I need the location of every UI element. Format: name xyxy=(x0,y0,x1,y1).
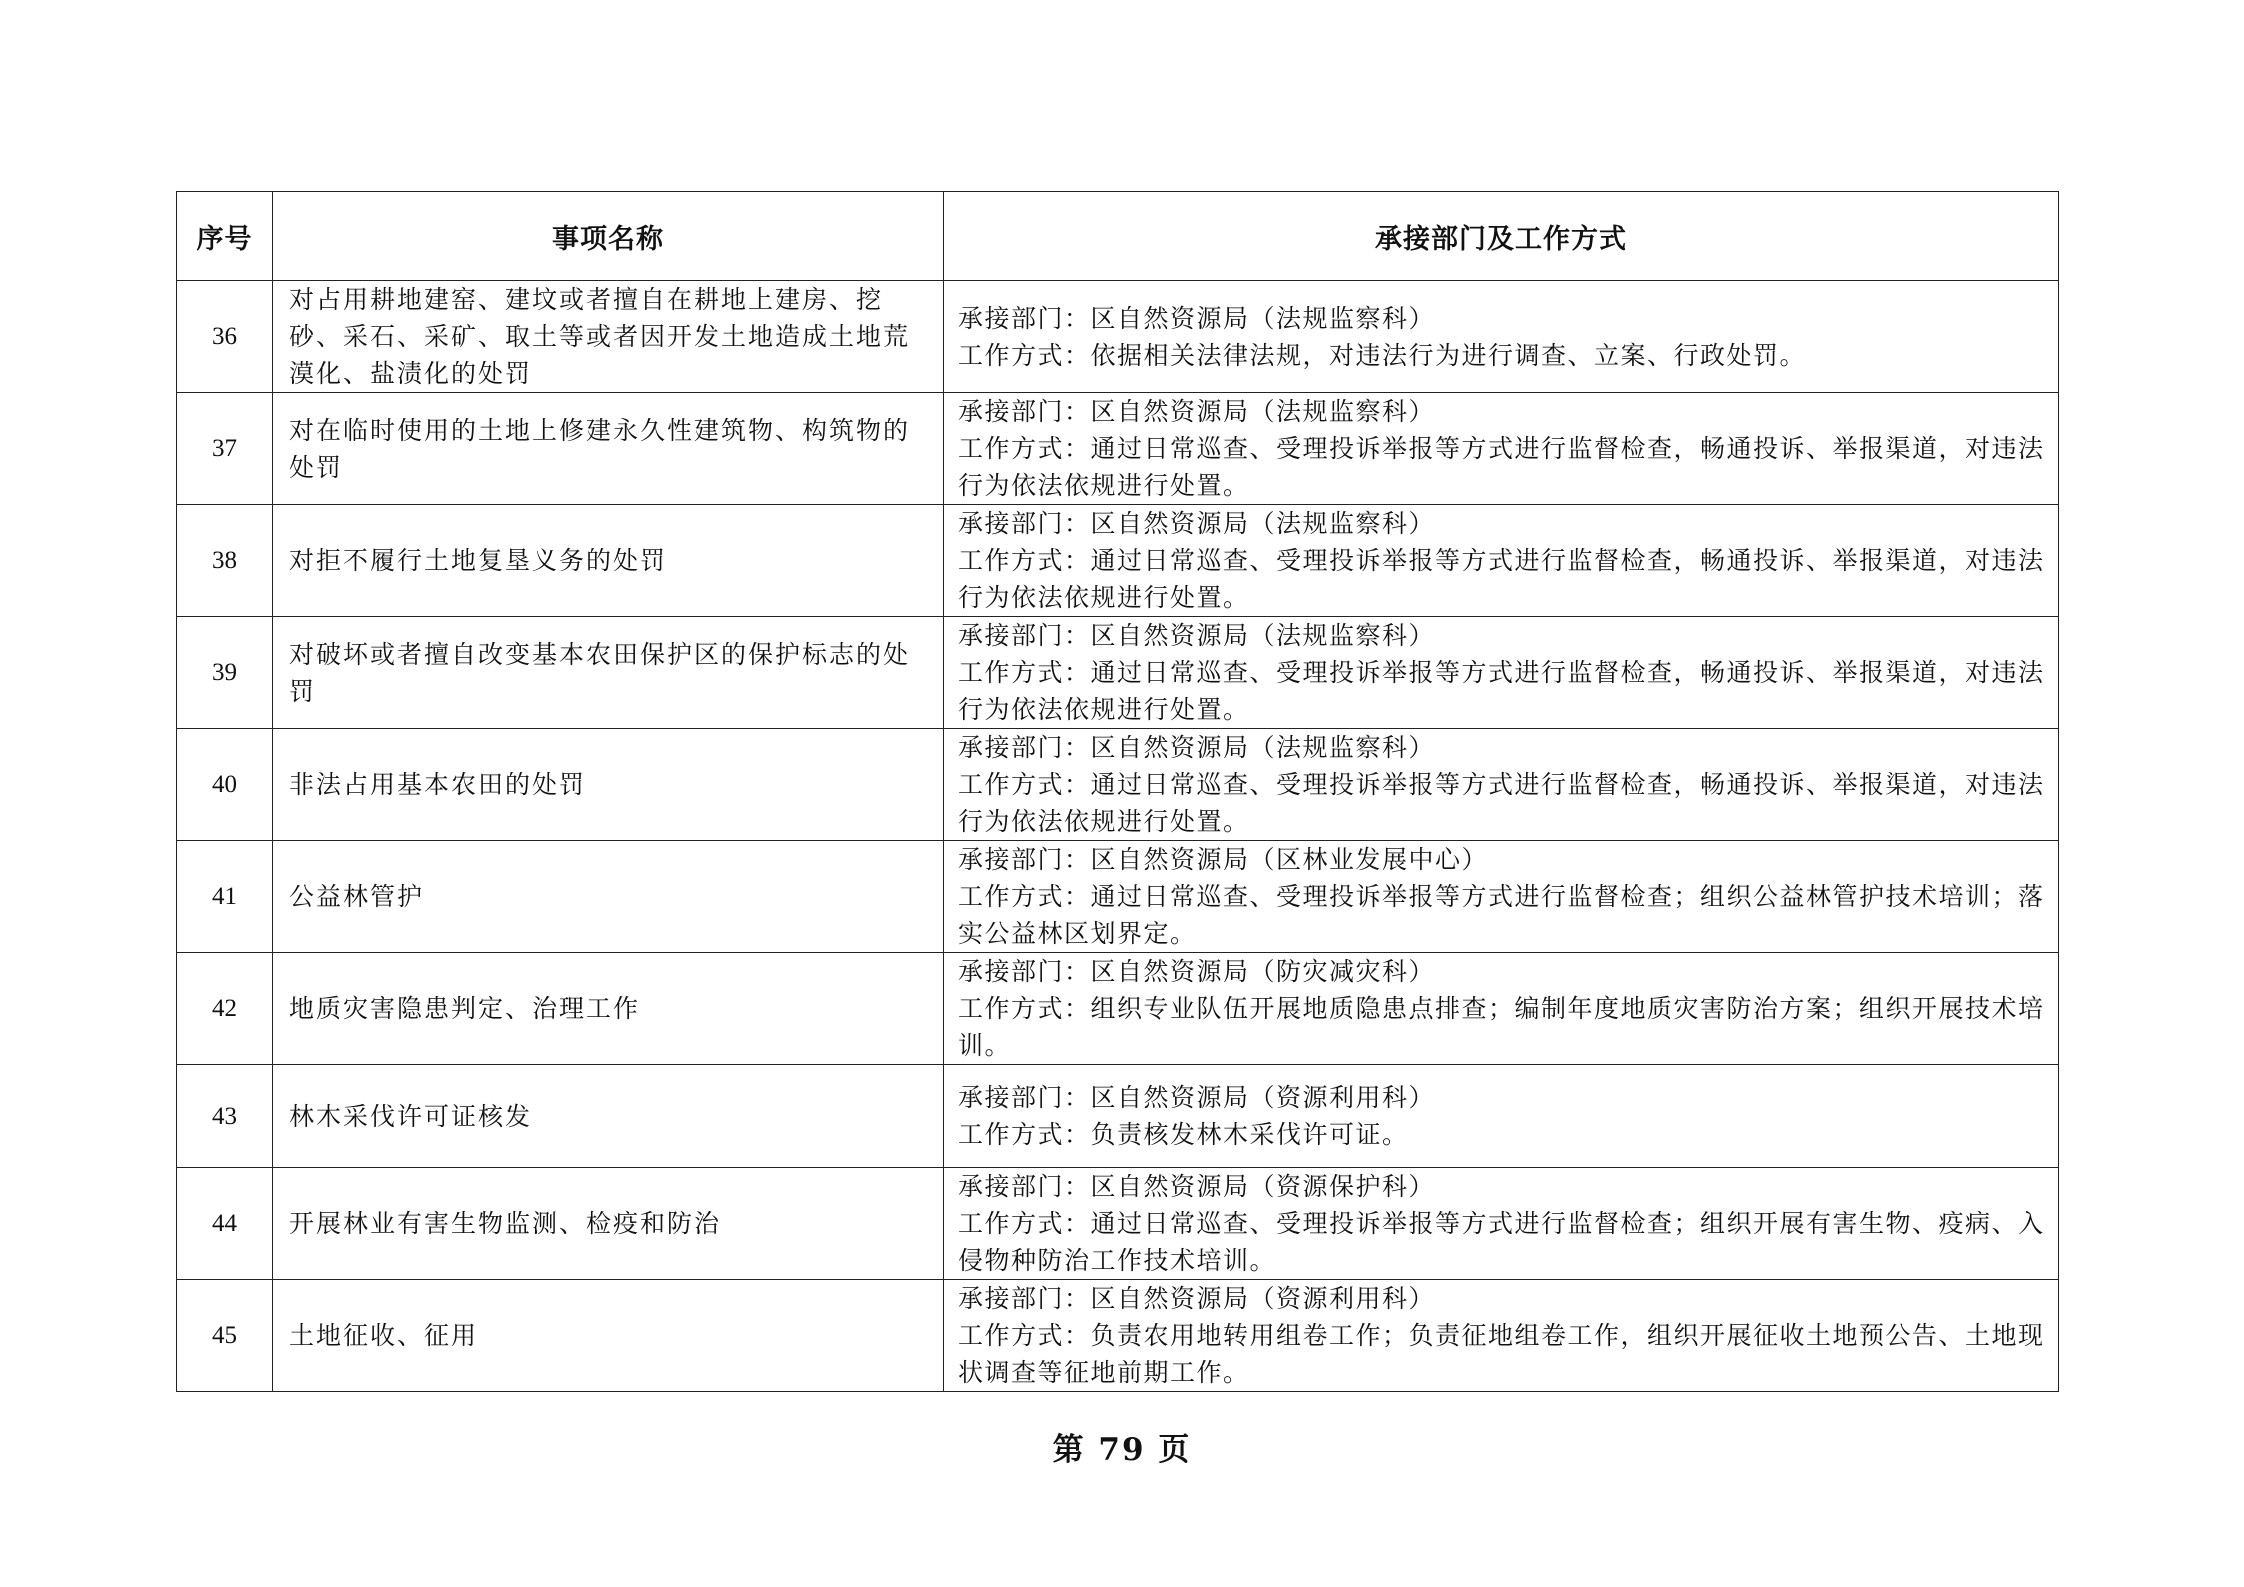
table-row xyxy=(177,1065,2059,1168)
row-item-name: 林木采伐许可证核发 xyxy=(273,1065,944,1168)
row-item-name: 开展林业有害生物监测、检疫和防治 xyxy=(273,1168,944,1280)
table-header-row xyxy=(177,192,2059,281)
method-line: 工作方式：通过日常巡查、受理投诉举报等方式进行监督检查；组织公益林管护技术培训；落实公益林区划界定。 xyxy=(958,882,2045,948)
row-seq: 45 xyxy=(177,1280,273,1392)
row-seq: 39 xyxy=(177,617,273,729)
method-line: 工作方式：通过日常巡查、受理投诉举报等方式进行监督检查，畅通投诉、举报渠道，对违法行为依法依规进行处置。 xyxy=(958,434,2045,500)
row-seq: 37 xyxy=(177,393,273,505)
row-dept-method xyxy=(944,393,2059,505)
dept-line: 承接部门：区自然资源局（资源利用科） xyxy=(958,1284,1436,1313)
method-line: 工作方式：通过日常巡查、受理投诉举报等方式进行监督检查，畅通投诉、举报渠道，对违法行为依法依规进行处置。 xyxy=(958,658,2045,724)
dept-line: 承接部门：区自然资源局（法规监察科） xyxy=(958,397,1436,426)
dept-line: 承接部门：区自然资源局（资源保护科） xyxy=(958,1172,1436,1201)
row-dept-method xyxy=(944,841,2059,953)
row-dept-method xyxy=(944,1168,2059,1280)
dept-line: 承接部门：区自然资源局（资源利用科） xyxy=(958,1083,1436,1112)
table-body xyxy=(177,281,2059,1392)
row-item-name: 对占用耕地建窑、建坟或者擅自在耕地上建房、挖砂、采石、采矿、取土等或者因开发土地造成土地荒漠化、盐渍化的处罚 xyxy=(273,281,944,393)
table-row xyxy=(177,841,2059,953)
table-row xyxy=(177,281,2059,393)
table-row xyxy=(177,1280,2059,1392)
method-line: 工作方式：依据相关法律法规，对违法行为进行调查、立案、行政处罚。 xyxy=(958,340,1807,370)
row-seq: 36 xyxy=(177,281,273,393)
row-dept-method xyxy=(944,729,2059,841)
method-line: 工作方式：通过日常巡查、受理投诉举报等方式进行监督检查，畅通投诉、举报渠道，对违法行为依法依规进行处置。 xyxy=(958,770,2045,836)
header-dept-method: 承接部门及工作方式 xyxy=(944,192,2059,281)
dept-line: 承接部门：区自然资源局（法规监察科） xyxy=(958,509,1436,538)
row-dept-method xyxy=(944,505,2059,617)
method-line: 工作方式：通过日常巡查、受理投诉举报等方式进行监督检查，畅通投诉、举报渠道，对违法行为依法依规进行处置。 xyxy=(958,546,2045,612)
row-item-name: 对在临时使用的土地上修建永久性建筑物、构筑物的处罚 xyxy=(273,393,944,505)
row-dept-method xyxy=(944,617,2059,729)
method-line: 工作方式：负责农用地转用组卷工作；负责征地组卷工作，组织开展征收土地预公告、土地现状调查等征地前期工作。 xyxy=(958,1321,2045,1387)
header-item-name: 事项名称 xyxy=(273,192,944,281)
method-line: 工作方式：通过日常巡查、受理投诉举报等方式进行监督检查；组织开展有害生物、疫病、入侵物种防治工作技术培训。 xyxy=(958,1209,2045,1275)
row-item-name: 对破坏或者擅自改变基本农田保护区的保护标志的处罚 xyxy=(273,617,944,729)
table-row xyxy=(177,617,2059,729)
row-seq: 42 xyxy=(177,953,273,1065)
row-dept-method xyxy=(944,1280,2059,1392)
row-seq: 44 xyxy=(177,1168,273,1280)
dept-line: 承接部门：区自然资源局（法规监察科） xyxy=(958,733,1436,762)
table-row xyxy=(177,393,2059,505)
row-dept-method xyxy=(944,281,2059,393)
dept-line: 承接部门：区自然资源局（防灾减灾科） xyxy=(958,957,1436,986)
header-seq: 序号 xyxy=(177,192,273,281)
dept-line: 承接部门：区自然资源局（法规监察科） xyxy=(958,303,1436,333)
row-seq: 38 xyxy=(177,505,273,617)
table-row xyxy=(177,505,2059,617)
row-item-name: 地质灾害隐患判定、治理工作 xyxy=(273,953,944,1065)
items-table xyxy=(176,191,2059,1392)
table-row xyxy=(177,1168,2059,1280)
method-line: 工作方式：组织专业队伍开展地质隐患点排查；编制年度地质灾害防治方案；组织开展技术培训。 xyxy=(958,994,2045,1060)
row-item-name: 对拒不履行土地复垦义务的处罚 xyxy=(273,505,944,617)
row-dept-method xyxy=(944,953,2059,1065)
row-item-name: 土地征收、征用 xyxy=(273,1280,944,1392)
row-seq: 41 xyxy=(177,841,273,953)
method-line: 工作方式：负责核发林木采伐许可证。 xyxy=(958,1120,1409,1149)
row-item-name: 非法占用基本农田的处罚 xyxy=(273,729,944,841)
table-row xyxy=(177,953,2059,1065)
dept-line: 承接部门：区自然资源局（法规监察科） xyxy=(958,621,1436,650)
dept-line: 承接部门：区自然资源局（区林业发展中心） xyxy=(958,845,1489,874)
row-seq: 40 xyxy=(177,729,273,841)
row-item-name: 公益林管护 xyxy=(273,841,944,953)
page-number: 第 79 页 xyxy=(1052,1432,1192,1468)
row-seq: 43 xyxy=(177,1065,273,1168)
table-row xyxy=(177,729,2059,841)
row-dept-method xyxy=(944,1065,2059,1168)
